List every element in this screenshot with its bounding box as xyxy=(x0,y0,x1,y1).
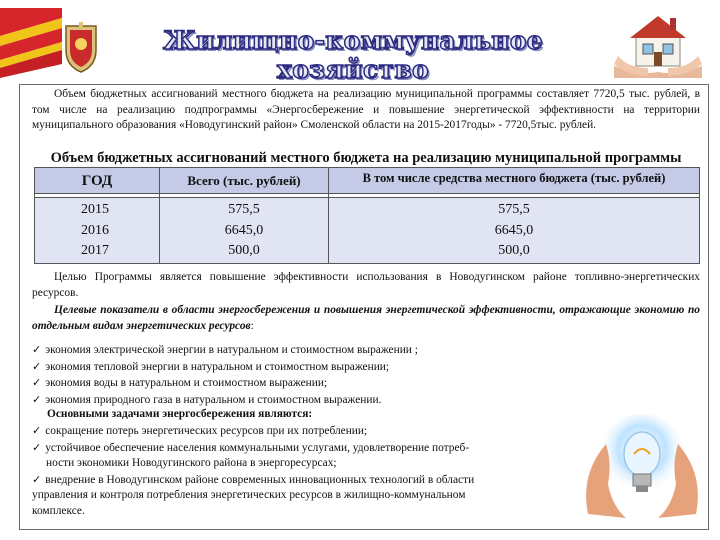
list-item-text: экономия воды в натуральном и стоимостном выражении; xyxy=(45,377,328,389)
ribbon-flag-graphic xyxy=(0,8,62,78)
year-column xyxy=(81,200,109,262)
checkmark-icon: ✓ xyxy=(32,376,42,389)
checkmark-icon: ✓ xyxy=(32,343,42,356)
checkmark-icon: ✓ xyxy=(32,440,42,454)
list-item xyxy=(32,472,577,489)
checkmark-icon: ✓ xyxy=(32,424,42,437)
list-item-text: экономия электрической энергии в натуральном и стоимостном выражении ; xyxy=(45,344,418,356)
checkmark-icon: ✓ xyxy=(32,392,42,406)
targets-heading-text: Целевые показатели в области энергосбережения и повышения энергетической эффективности, отражающие экономию по отдельным видам энергетических ресурсов xyxy=(32,304,700,332)
house-in-hands-image xyxy=(608,6,708,78)
table-cell-total: 500,0 xyxy=(228,243,260,258)
column-header-local: В том числе средства местного бюджета (тыс. рублей) xyxy=(329,168,699,194)
table-cell-local: 575,5 xyxy=(498,202,530,217)
list-item-text: устойчивое обеспечение населения коммунальными услугами, удовлетворение потреб- xyxy=(45,441,470,454)
list-item-continuation: комплексе. xyxy=(32,504,85,517)
budget-intro-text: Объем бюджетных ассигнований местного бюджета на реализацию муниципальной программы составляет 7720,5 тыс. рублей, в том числе на реализацию подпрограммы «Энергосбережение и повышение энергетической эффективности на территории муниципального образования «Новодугинский район» Смоленской области на 2015-2017годы» - 7720,5тыс. рублей. xyxy=(32,88,700,131)
column-header-total: Всего (тыс. рублей) xyxy=(160,168,328,194)
column-header-year: ГОД xyxy=(35,168,159,194)
table-cell-total: 6645,0 xyxy=(224,222,264,238)
lightbulb-in-hands-image xyxy=(578,414,706,526)
table-cell-local: 6645,0 xyxy=(494,222,534,238)
list-item xyxy=(32,440,577,457)
tasks-heading: Основными задачами энергосбережения являются: xyxy=(47,408,313,420)
list-item xyxy=(32,423,577,440)
list-item-continuation: управления и контроля потребления энергетических ресурсов в жилищно-коммунальном xyxy=(32,489,466,501)
table-cell-year: 2016 xyxy=(81,222,109,238)
table-title: Объем бюджетных ассигнований местного бюджета на реализацию муниципальной программы xyxy=(50,150,682,166)
table-cell-total: 575,5 xyxy=(228,202,260,217)
list-item xyxy=(32,375,700,392)
local-column xyxy=(329,200,699,262)
list-item-text: экономия тепловой энергии в натуральном и стоимостном выражении; xyxy=(45,360,390,373)
page-title: Жилищно-коммунальное хозяйство xyxy=(162,26,544,84)
targets-list xyxy=(32,342,700,408)
list-item xyxy=(32,342,700,359)
total-column xyxy=(160,200,328,262)
list-item xyxy=(32,392,700,409)
list-item-text: экономия природного газа в натуральном и стоимостном выражении. xyxy=(45,393,382,406)
table-header-gap xyxy=(35,194,699,198)
list-item-text: внедрение в Новодугинском районе современных инновационных технологий в области xyxy=(45,473,475,486)
targets-heading xyxy=(32,303,700,334)
list-item xyxy=(32,359,700,376)
targets-heading-colon: : xyxy=(250,319,254,332)
program-goal-text: Целью Программы является повышение эффективности использования в Новодугинском районе топливно-энергетических ресурсов. xyxy=(32,271,700,299)
table-cell-year: 2015 xyxy=(81,202,109,217)
budget-table xyxy=(34,167,700,264)
table-cell-year: 2017 xyxy=(81,243,109,258)
checkmark-icon: ✓ xyxy=(32,472,42,486)
list-item-continuation: ности экономики Новодугинского района в энергоресурсах; xyxy=(46,457,337,469)
table-cell-local: 500,0 xyxy=(498,243,530,258)
checkmark-icon: ✓ xyxy=(32,359,42,373)
tasks-list xyxy=(32,423,577,519)
list-item-text: сокращение потерь энергетических ресурсов при их потреблении; xyxy=(45,425,368,437)
coat-of-arms-icon xyxy=(58,20,104,74)
